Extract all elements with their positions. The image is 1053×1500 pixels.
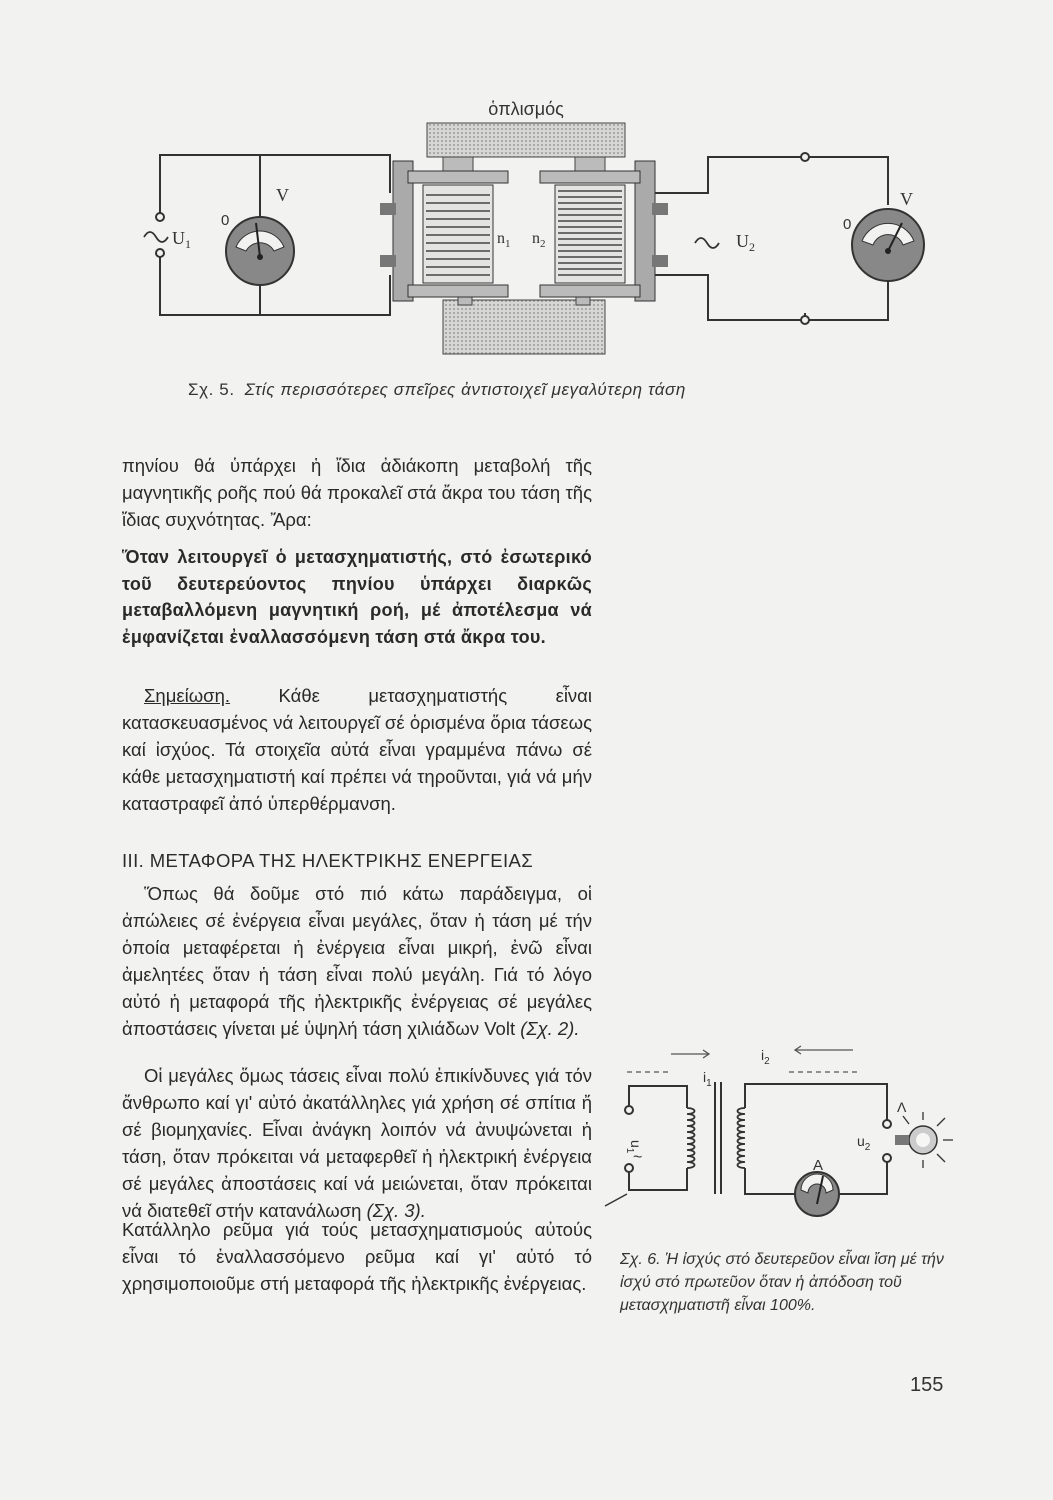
voltmeter-left-icon [226,217,294,285]
zero-left-label: 0 [221,212,230,229]
tilde-label-fig6: ~ [633,1149,643,1166]
paragraph-1: πηνίου θά ὑπάρχει ἡ ἴδια ἀδιάκοπη μεταβολή τῆς μαγνητικῆς ροῆς πού θά προκαλεῖ στά ἄκρα του τάση τῆς ἴδιας συχνότητας. Ἄρα: [122,455,592,530]
ac-source-left-icon [144,232,168,242]
core-top [427,123,625,157]
note-label: Σημείωση. [144,685,231,706]
zero-right-label: 0 [843,216,852,233]
lamp-icon [895,1112,953,1168]
figure-6-transformer-lamp-diagram [605,1042,975,1237]
figure-5-caption [188,380,686,400]
u2-label: $U_2$ [736,231,755,254]
ac-source-right-icon [695,238,719,248]
n1-label: $n_1$ [497,230,511,250]
note-text: Κάθε μετασχηματιστής εἶναι κατασκευασμένος νά λειτουργεῖ σέ ὁρισμένα ὅρια τάσεως καί ἰσχύος. Τά στοιχεῖα αὐτά εἶναι γραμμένα πάνω σέ κάθε μετασχηματιστή καί πρέπει νά τηροῦνται, γιά νά μήν καταστραφεῖ ἀπό ὑπερθέρμανση. [122,685,592,814]
paragraph-4: Κατάλληλο ρεῦμα γιά τούς μετασχηματισμούς αὐτούς εἶναι τό ἐναλλασσόμενο ρεῦμα καί γι' αὐτό τό χρησιμοποιοῦμε στή μεταφορά τῆς ἠλεκτρικῆς ἐνέργειας. [122,1219,592,1294]
page-number: 155 [910,1374,944,1396]
fig6-primary-coil-icon [687,1108,695,1168]
bold-statement: Ὅταν λειτουργεῖ ὁ μετασχηματιστής, στό ἐσωτερικό τοῦ δευτερεύοντος πηνίου ὑπάρχει διαρκῶς μεταβαλλόμενη μαγνητική ροή, μέ ἀποτέλεσμα νά ἐμφανίζεται ἐναλλασσόμενη τάση στά ἄκρα του. [122,547,592,647]
paragraph-2-text: Ὅπως θά δοῦμε στό πιό κάτω παράδειγμα, οἱ ἀπώλειες σέ ἐνέργεια εἶναι μεγάλες, ὅταν ἡ τάση μέ τήν ὁποία μεταφέρεται ἡ ἐνέργεια εἶναι μικρή, ἐνῶ εἶναι ἀμελητέες ὅταν ἡ τάση εἶναι πολύ μεγάλη. Γιά τό λόγο αὐτό ἡ μεταφορά τῆς ἠλεκτρικῆς ἐνέργειας σέ μεγάλες ἀποστάσεις γίνεται μέ ὑψηλή τάση χιλιάδων Volt [122,883,592,1039]
meter-right-label: V [900,189,913,209]
core-bottom [443,300,605,354]
figure-5-number: Σχ. 5. [188,380,235,399]
paragraph-3-ref: (Σχ. 3). [366,1200,426,1221]
paragraph-3 [122,1062,592,1224]
u1-label: $U_1$ [172,228,191,251]
figure-5-transformer-diagram [140,95,913,365]
ammeter-icon [795,1172,839,1216]
figure-6-caption: Σχ. 6. Ἡ ἰσχύς στό δευτερεῦον εἶναι ἴση μέ τήν ἰσχύ στό πρωτεῦον ὅταν ἡ ἀπόδοση τοῦ μετασχηματιστῆ εἶναι 100%. [620,1251,944,1314]
fig6-secondary-coil-icon [738,1108,746,1168]
n2-label: $n_2$ [532,230,546,250]
section-heading: III. ΜΕΤΑΦΟΡΑ ΤΗΣ ΗΛΕΚΤΡΙΚΗΣ ΕΝΕΡΓΕΙΑΣ [122,850,534,871]
meter-left-label: V [276,185,289,205]
note-paragraph [122,682,592,817]
core-label: ὁπλισμός [488,99,564,119]
secondary-coil [540,161,668,301]
u1-label-fig6: $u_1$ [624,1140,644,1154]
voltmeter-right-icon [852,209,924,281]
ammeter-label: A [813,1157,824,1174]
paragraph-3-text: Οἱ μεγάλες ὅμως τάσεις εἶναι πολύ ἐπικίνδυνες γιά τόν ἄνθρωπο καί γι' αὐτό ἀκατάλληλες γιά χρήση σέ σπίτια ἤ σέ βιομηχανίες. Εἶναι ἀνάγκη λοιπόν νά ἀνυψώνεται ἡ τάση, ὅταν πρόκειται νά μεταφερθεῖ ἡ ἠλεκτρική ἐνέργεια σέ μεγάλες ἀποστάσεις καί νά μειώνεται, ὅταν πρόκειται νά διατεθεῖ στήν κατανάλωση [122,1065,592,1221]
figure-5-caption-text: Στίς περισσότερες σπεῖρες ἀντιστοιχεῖ μεγαλύτερη τάση [244,380,686,399]
i1-label: $i_1$ [703,1069,712,1089]
lamp-label: Λ [897,1099,907,1115]
u2-label-fig6: $u_2$ [857,1133,871,1153]
primary-coil [380,161,508,301]
paragraph-2 [122,880,592,1042]
i2-label: $i_2$ [761,1047,770,1067]
paragraph-2-ref: (Σχ. 2). [520,1018,580,1039]
